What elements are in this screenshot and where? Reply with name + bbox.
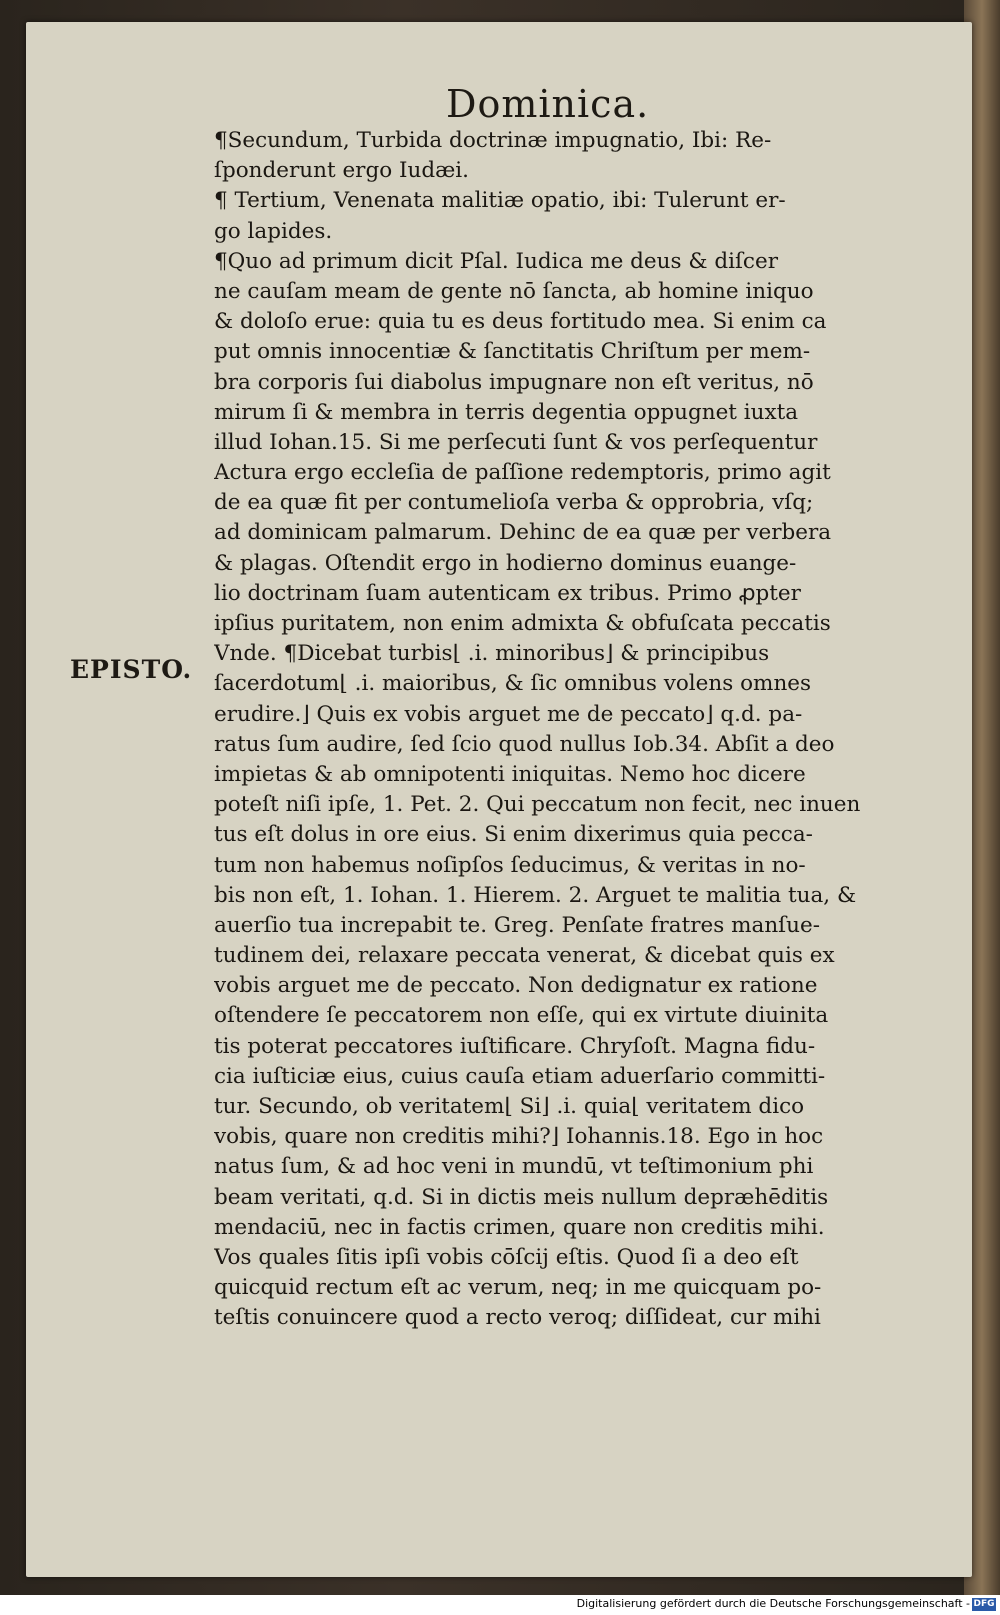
text-line: illud Iohan.15. Si me perſecuti ſunt & vos perſequentur: [214, 429, 818, 455]
text-line: vobis arguet me de peccato. Non dedignatur ex ratione: [214, 973, 818, 999]
text-line: & plagas. Oſtendit ergo in hodierno dominus euange-: [214, 550, 797, 576]
text-line: beam veritati, q.d. Si in dictis meis nullum depræhēditis: [214, 1184, 829, 1210]
text-line: ſacerdotum⌊ .i. maioribus, & ſic omnibus volens omnes: [214, 671, 812, 697]
text-line: impietas & ab omnipotenti iniquitas. Nemo hoc dicere: [214, 761, 806, 787]
text-line: de ea quæ fit per contumelioſa verba & opprobria, vſq;: [214, 490, 814, 516]
text-line: Vnde. ¶Dicebat turbis⌊ .i. minoribus⌋ & principibus: [214, 641, 770, 667]
text-line: ad dominicam palmarum. Dehinc de ea quæ per verbera: [214, 520, 832, 546]
margin-note: EPISTO.: [70, 655, 193, 684]
text-line: vobis, quare non creditis mihi?⌋ Iohannis.18. Ego in hoc: [214, 1124, 824, 1150]
text-line: Actura ergo eccleſia de paſſione redemptoris, primo agit: [214, 460, 831, 486]
text-line: tudinem dei, relaxare peccata venerat, & dicebat quis ex: [214, 943, 835, 969]
text-line: go lapides.: [214, 218, 333, 244]
text-line: oſtendere ſe peccatorem non eſſe, qui ex virtute diuinita: [214, 1003, 829, 1029]
page-header: Dominica.: [446, 82, 650, 126]
text-line: quicquid rectum eſt ac verum, neq; in me quicquam po-: [214, 1275, 822, 1301]
text-line: bra corporis ſui diabolus impugnare non eſt veritus, nō: [214, 369, 814, 395]
dfg-logo: DFG: [973, 1599, 995, 1609]
text-line: auerſio tua increpabit te. Greg. Penſate fratres manſue-: [214, 912, 820, 938]
text-line: lio doctrinam ſuam autenticam ex tribus. Primo ꝓpter: [214, 580, 801, 606]
body-text: [214, 126, 904, 1334]
footer-bar: [0, 1595, 1000, 1615]
text-line: cia iuſticiæ eius, cuius cauſa etiam aduerſario committi-: [214, 1063, 826, 1089]
text-line: bis non eſt, 1. Iohan. 1. Hierem. 2. Arguet te malitia tua, &: [214, 882, 857, 908]
text-line: mirum ſi & membra in terris degentia oppugnet iuxta: [214, 399, 799, 425]
text-line: ¶Quo ad primum dicit Pſal. Iudica me deus & diſcer: [214, 248, 778, 274]
text-line: natus ſum, & ad hoc veni in mundū, vt teſtimonium phi: [214, 1154, 814, 1180]
text-line: poteſt niſi ipſe, 1. Pet. 2. Qui peccatum non fecit, nec inuen: [214, 792, 861, 818]
text-line: ratus ſum audire, ſed ſcio quod nullus Iob.34. Abſit a deo: [214, 731, 835, 757]
footer-credit: Digitalisierung gefördert durch die Deutsche Forschungsgemeinschaft -: [576, 1597, 970, 1610]
book-page: [26, 22, 972, 1577]
text-line: teſtis conuincere quod a recto veroq; diſſideat, cur mihi: [214, 1305, 821, 1331]
text-line: ¶ Tertium, Venenata malitiæ opatio, ibi: Tulerunt er-: [214, 188, 786, 214]
text-line: ¶Secundum, Turbida doctrinæ impugnatio, Ibi: Re-: [214, 128, 772, 153]
text-line: ipſius puritatem, non enim admixta & obfuſcata peccatis: [214, 611, 831, 636]
text-line: erudire.⌋ Quis ex vobis arguet me de peccato⌋ q.d. pa-: [214, 701, 803, 727]
text-line: Vos quales ſitis ipſi vobis cōſcij eſtis. Quod ſi a deo eſt: [214, 1244, 799, 1270]
text-line: tum non habemus noſipſos ſeducimus, & veritas in no-: [214, 852, 806, 878]
text-line: & doloſo erue: quia tu es deus fortitudo mea. Si enim ca: [214, 309, 827, 335]
text-line: tur. Secundo, ob veritatem⌊ Si⌋ .i. quia⌊ veritatem dico: [214, 1094, 805, 1119]
text-line: ſponderunt ergo Iudæi.: [214, 158, 470, 184]
text-line: put omnis innocentiæ & ſanctitatis Chriſtum per mem-: [214, 339, 811, 365]
text-line: tus eſt dolus in ore eius. Si enim dixerimus quia pecca-: [214, 822, 813, 848]
text-line: mendaciū, nec in factis crimen, quare non creditis mihi.: [214, 1214, 825, 1240]
text-line: tis poterat peccatores iuſtificare. Chryſoſt. Magna fidu-: [214, 1033, 816, 1059]
text-line: ne cauſam meam de gente nō ſancta, ab homine iniquo: [214, 278, 814, 304]
